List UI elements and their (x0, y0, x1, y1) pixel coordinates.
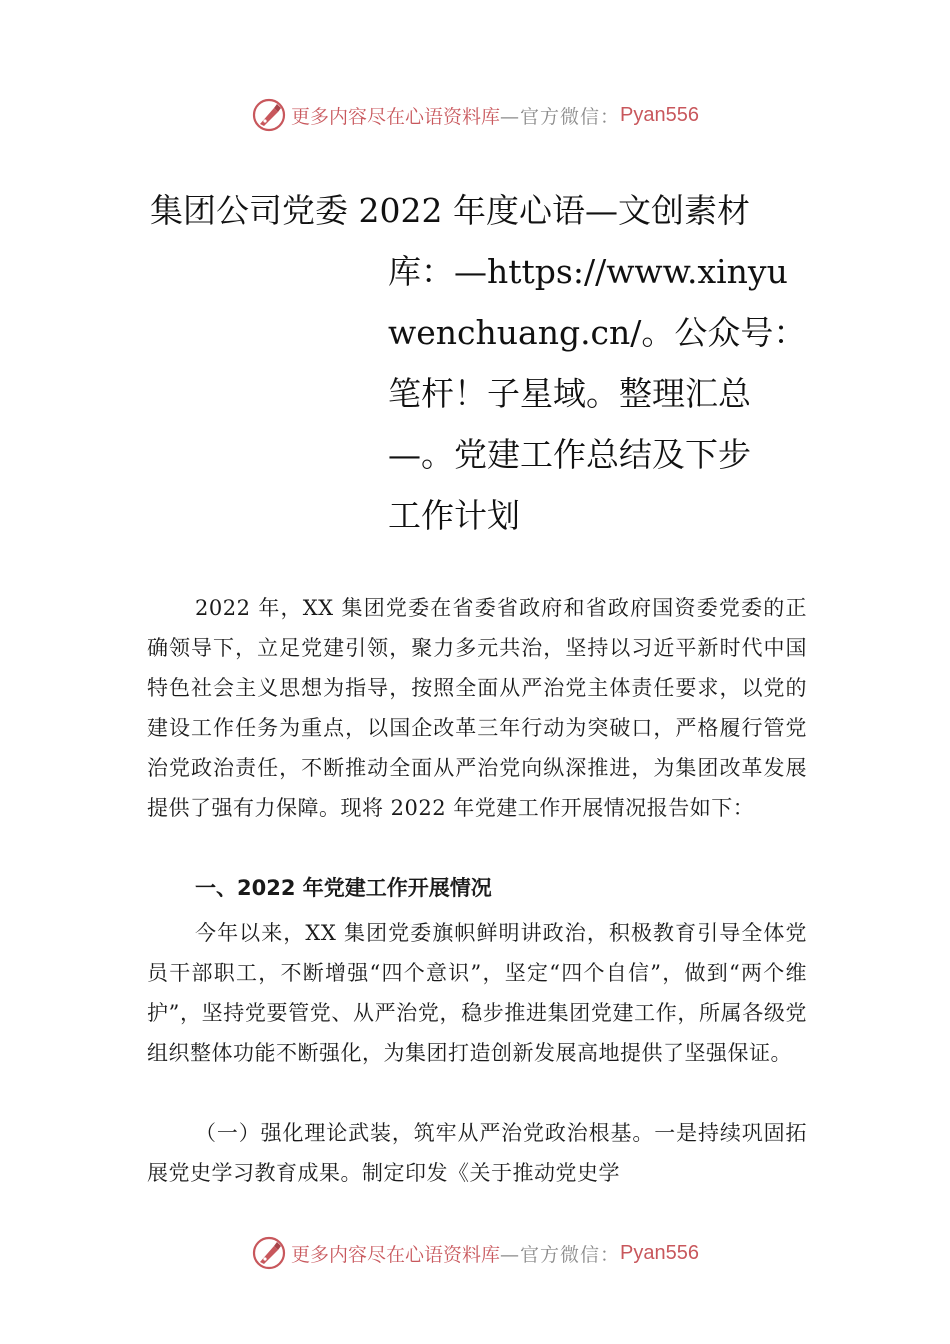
watermark-banner-top (0, 95, 950, 135)
document-title-line-3: wenchuang.cn/。公众号： (388, 313, 807, 352)
watermark-banner-bottom (0, 1233, 950, 1273)
document-title-line-1: 集团公司党委 2022 年度心语—文创素材 (150, 191, 750, 230)
watermark-wechat-label: —官方微信： (500, 105, 621, 128)
body-paragraph-3: （一）强化理论武装，筑牢从严治党政治根基。一是持续巩固拓展党史学习教育成果。制定印发《关于推动党史学 (147, 1121, 807, 1185)
watermark-site-text: 更多内容尽在心语资料库 (291, 105, 501, 128)
document-title-line-4: 笔杆！子星域。整理汇总 (388, 374, 751, 413)
body-paragraph-1: 2022 年，XX 集团党委在省委省政府和省政府国资委党委的正确领导下，立足党建引领，聚力多元共治，坚持以习近平新时代中国特色社会主义思想为指导，按照全面从严治党主体责任要求，以党的建设工作任务为重点，以国企改革三年行动为突破口，严格履行管党治党政治责任，不断推动全面从严治党向纵深推进，为集团改革发展提供了强有力保障。现将 2022 年党建工作开展情况报告如下： (147, 596, 807, 820)
document-title-continuation (388, 241, 806, 546)
document-title-line-5: —。党建工作总结及下步 (388, 435, 751, 474)
document-title-line-2: 库：—https://www.xinyu (388, 252, 788, 291)
watermark-wechat-label: —官方微信： (500, 1243, 621, 1266)
section-heading-1: 一、2022 年党建工作开展情况 (195, 876, 492, 900)
body-paragraph-2: 今年以来，XX 集团党委旗帜鲜明讲政治，积极教育引导全体党员干部职工，不断增强“四个意识”，坚定“四个自信”，做到“两个维护”，坚持党要管党、从严治党，稳步推进集团党建工作，所属各级党组织整体功能不断强化，为集团打造创新发展高地提供了坚强保证。 (147, 921, 807, 1065)
watermark-wechat-id: Pyan556 (620, 103, 699, 126)
watermark-wechat-id: Pyan556 (620, 1241, 699, 1264)
document-title-line-6: 工作计划 (388, 496, 520, 535)
watermark-site-text: 更多内容尽在心语资料库 (291, 1243, 501, 1266)
pen-nib-logo-icon (251, 97, 287, 133)
pen-nib-logo-icon (251, 1235, 287, 1271)
